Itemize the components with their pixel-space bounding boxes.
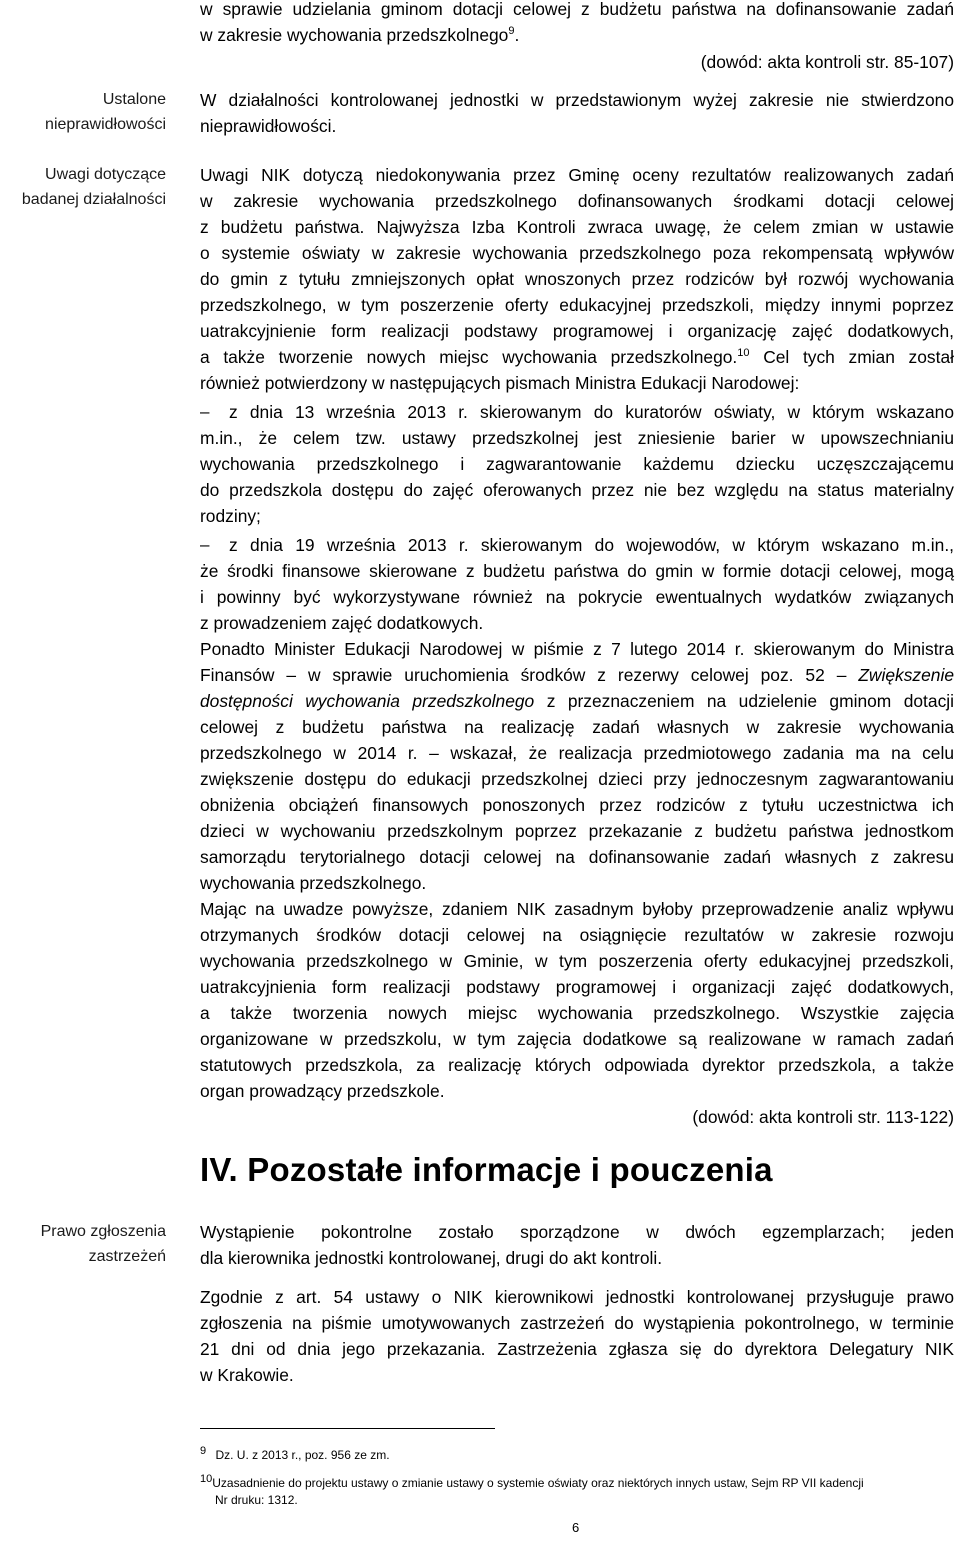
text-line: że środki finansowe skierowane z budżetu państwa do gmin w formie dotacji celowej, mogą (200, 561, 954, 581)
side-label-line: nieprawidłowości (45, 116, 166, 133)
text-line: o systemie oświaty w zakresie wychowania przedszkolnego poza rekompensatą wpływów (200, 243, 954, 263)
text-line: samorządu terytorialnego dotacji celowej na dofinansowanie zadań własnych z zakresu (200, 847, 954, 867)
text-line: zwiększenie dostępu do edukacji przedszkolnej dzieci przy jednoczesnym zagwarantowaniu (200, 769, 954, 789)
text-line: z prowadzeniem zajęć dodatkowych. (200, 613, 484, 633)
text-span: Cel tych zmian został (763, 347, 954, 367)
list-dash: – (200, 402, 210, 421)
text-line: uatrakcyjnienia form realizacji podstawy programowej i organizacji zajęć dodatkowych, (200, 977, 954, 997)
text-line: celowej z budżetu państwa na realizację zadań własnych w zakresie wychowania (200, 717, 954, 737)
side-label-line: zastrzeżeń (88, 1248, 166, 1265)
text-line: uatrakcyjnienie form realizacji podstawy programowej i organizację zajęć dodatkowych, (200, 321, 954, 341)
side-label-ustalone (0, 87, 166, 137)
text-line: do przedszkola dostępu do zajęć oferowanych przez nie bez względu na status materialny (200, 480, 954, 500)
text-line: Zgodnie z art. 54 ustawy o NIK kierownikowi jednostki kontrolowanej przysługuje prawo (200, 1287, 954, 1307)
list-dash: – (200, 535, 210, 554)
text-line: z budżetu państwa. Najwyższa Izba Kontroli zwraca uwagę, że celem zmian w ustawie (200, 217, 954, 237)
text-span: z przeznaczeniem na udzielenie gminom dotacji (546, 691, 954, 711)
footnote-text: Uzasadnienie do projektu ustawy o zmianie ustawy o systemie oświaty oraz niektórych innych ustaw, Sejm RP VII kadencji (212, 1476, 864, 1490)
text-line: 21 dni od dnia jego przekazania. Zastrzeżenia zgłasza się do dyrektora Delegatury NIK (200, 1339, 954, 1359)
footnote-separator (200, 1428, 495, 1429)
text-line: i powinny być wykorzystywane również na pokrycie ewentualnych wydatków związanych (200, 587, 954, 607)
italic-title: Zwiększenie (858, 665, 954, 685)
footnote-9 (200, 1447, 390, 1464)
text-line: m.in., że celem tzw. ustawy przedszkolnej jest zniesienie barier w upowszechnianiu (200, 428, 954, 448)
text-line: organizowane w przedszkolu, w tym zajęcia dodatkowe są realizowane w ramach zadań (200, 1029, 954, 1049)
italic-title: dostępności wychowania przedszkolnego (200, 691, 535, 711)
text-line: dzieci w wychowaniu przedszkolnym poprzez przekazanie z budżetu państwa jednostkom (200, 821, 954, 841)
text-span: Finansów – w sprawie uruchomienia środków z rezerwy celowej poz. 52 – (200, 665, 847, 685)
footnote-ref: 9 (508, 25, 515, 38)
text-line: w Krakowie. (200, 1365, 294, 1385)
text-line: obniżenia obciążeń finansowych ponoszonych przez rodziców z tytułu uczestnictwa ich (200, 795, 954, 815)
side-label-prawo (0, 1219, 166, 1269)
text-line (200, 688, 954, 714)
footnote-10-continued: Nr druku: 1312. (215, 1493, 298, 1507)
text-line: dla kierownika jednostki kontrolowanej, drugi do akt kontroli. (200, 1248, 663, 1268)
text-line: a także tworzenia nowych miejsc wychowania przedszkolnego. Wszystkie zajęcia (200, 1003, 954, 1023)
text-span: . (514, 25, 520, 45)
footnote-text: Dz. U. z 2013 r., poz. 956 ze zm. (215, 1448, 390, 1462)
text-line (200, 22, 954, 48)
footnote-number: 10 (200, 1473, 213, 1485)
side-label-uwagi (0, 162, 166, 212)
text-line: Mając na uwadze powyższe, zdaniem NIK zasadnym byłoby przeprowadzenie analiz wpływu (200, 899, 954, 919)
text-line: Uwagi NIK dotyczą niedokonywania przez Gminę oceny rezultatów realizowanych zadań (200, 165, 954, 185)
text-span: w zakresie wychowania przedszkolnego (200, 25, 509, 45)
side-label-line: Uwagi dotyczące (45, 166, 166, 183)
text-line: w sprawie udzielania gminom dotacji celowej z budżetu państwa na dofinansowanie zadań (200, 0, 954, 19)
text-line: organ prowadzący przedszkole. (200, 1081, 445, 1101)
text-line: z dnia 13 września 2013 r. skierowanym do kuratorów oświaty, w którym wskazano (229, 402, 954, 422)
text-line: w zakresie wychowania przedszkolnego dofinansowanych środkami dotacji celowej (200, 191, 954, 211)
text-span: a także tworzenie nowych miejsc wychowania przedszkolnego. (200, 347, 738, 367)
evidence-reference: (dowód: akta kontroli str. 113-122) (692, 1107, 954, 1127)
page-number: 6 (572, 1520, 580, 1535)
text-line (200, 344, 954, 370)
text-line: zgłoszenia na piśmie umotywowanych zastrzeżeń do wystąpienia pokontrolnego, w terminie (200, 1313, 954, 1333)
text-line: przedszkolnego w 2014 r. – wskazał, że realizacja przedmiotowego zadania ma na celu (200, 743, 954, 763)
text-line: do gmin z tytułu zmniejszonych opłat wnoszonych przez rodziców był rozwój wychowania (200, 269, 954, 289)
text-line: wychowania przedszkolnego w Gminie, w tym poszerzenia oferty edukacyjnej przedszkoli, (200, 951, 954, 971)
text-line: wychowania przedszkolnego. (200, 873, 427, 893)
text-line: wychowania przedszkolnego i zagwarantowanie każdemu dziecku uczęszczającemu (200, 454, 954, 474)
evidence-reference: (dowód: akta kontroli str. 85-107) (700, 52, 954, 72)
text-line: Wystąpienie pokontrolne zostało sporządzone w dwóch egzemplarzach; jeden (200, 1222, 954, 1242)
text-line: nieprawidłowości. (200, 116, 337, 136)
text-line: rodziny; (200, 506, 261, 526)
side-label-line: Prawo zgłoszenia (40, 1223, 166, 1240)
side-label-line: badanej działalności (21, 191, 166, 208)
text-line (200, 662, 954, 688)
footnote-10 (200, 1475, 864, 1492)
footnote-number: 9 (200, 1445, 207, 1457)
section-heading: IV. Pozostałe informacje i pouczenia (200, 1151, 773, 1188)
text-line: również potwierdzony w następujących pismach Ministra Edukacji Narodowej: (200, 373, 800, 393)
side-label-line: Ustalone (102, 91, 166, 108)
text-line: Ponadto Minister Edukacji Narodowej w piśmie z 7 lutego 2014 r. skierowanym do Ministra (200, 639, 954, 659)
text-line: z dnia 19 września 2013 r. skierowanym do wojewodów, w którym wskazano m.in., (229, 535, 954, 555)
text-line: otrzymanych środków dotacji celowej na osiągnięcie rezultatów w zakresie rozwoju (200, 925, 954, 945)
text-line: przedszkolnego, w tym poszerzenie oferty edukacyjnej przedszkoli, między innymi poprzez (200, 295, 954, 315)
footnote-ref: 10 (737, 347, 750, 360)
text-line: W działalności kontrolowanej jednostki w przedstawionym wyżej zakresie nie stwierdzono (200, 90, 954, 110)
text-line: statutowych przedszkola, za realizację których odpowiada dyrektor przedszkola, a także (200, 1055, 954, 1075)
